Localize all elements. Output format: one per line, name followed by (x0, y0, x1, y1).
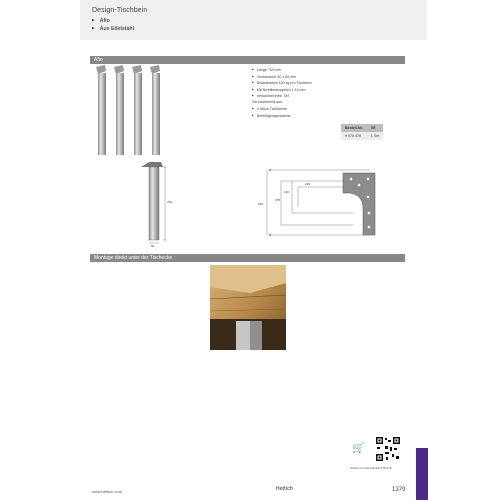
header-item-afio: ▶ Afio (92, 18, 110, 24)
leg-width-label: 60 (151, 244, 155, 248)
scope-item: ▶ Befestigungsmaterial (252, 113, 290, 120)
table-corner-image (210, 265, 286, 350)
header-item-material: ▶ Aus Edelstahl (92, 26, 134, 32)
leg-side-drawing (135, 158, 185, 248)
order-table-header (341, 124, 383, 132)
dimension-label: 375 (275, 198, 281, 202)
order-number-cell: 9 078 478 (341, 132, 367, 140)
leg-2 (114, 65, 124, 155)
leg-3 (132, 65, 142, 155)
feature-item: ▶ Länge 700 mm (252, 67, 312, 74)
order-table (341, 124, 383, 140)
footer-url: www.hettich.com (92, 489, 123, 494)
leg-1 (96, 65, 106, 155)
dimension-label: 120 (284, 190, 290, 194)
packing-unit-cell: 1 Set (367, 132, 383, 140)
column-header-order-number: Bestell-Nr. (341, 124, 367, 132)
feature-item: ▶ Verkaufseinheit: Set (252, 93, 312, 100)
feature-item: ▶ Mit Nivellierausgleich ± 10 mm (252, 87, 312, 94)
shop-shortlink-caption: hettich.com/shortlink/9 078 478 (350, 466, 392, 470)
leg-4 (150, 65, 160, 155)
header-band (80, 0, 427, 40)
chapter-side-tab (416, 448, 428, 500)
scope-title: Set bestehend aus: (252, 100, 283, 104)
feature-item: ▶ Vierkantrohr 60 x 60 mm (252, 74, 312, 81)
mounting-photo (210, 265, 286, 350)
feature-item: ▶ Belastbarkeit 150 kg pro Tischbein (252, 80, 312, 87)
product-section-bar: Afio (90, 56, 405, 64)
dimension-label: 230 (258, 202, 264, 206)
mounting-section-bar: Montage direkt unter der Tischecke (90, 254, 405, 262)
hettich-logo: Hettich (276, 486, 293, 492)
page-title: Design-Tischbein (92, 7, 148, 14)
scope-item: ▶ 4 Stück Tischbeine (252, 106, 290, 113)
table-row (341, 132, 383, 140)
feature-list (252, 67, 312, 100)
column-header-packing-unit: VE (367, 124, 383, 132)
mounting-plate-drawing (255, 165, 390, 240)
qr-code-icon (375, 436, 401, 462)
page-number: 1379 (392, 487, 406, 493)
table-legs-photo (92, 64, 172, 158)
leg-length-label: 700 (167, 200, 173, 204)
scope-list (252, 106, 290, 119)
dimension-label: 220 (305, 182, 311, 186)
shopping-cart-icon: 🛒 (352, 443, 365, 454)
